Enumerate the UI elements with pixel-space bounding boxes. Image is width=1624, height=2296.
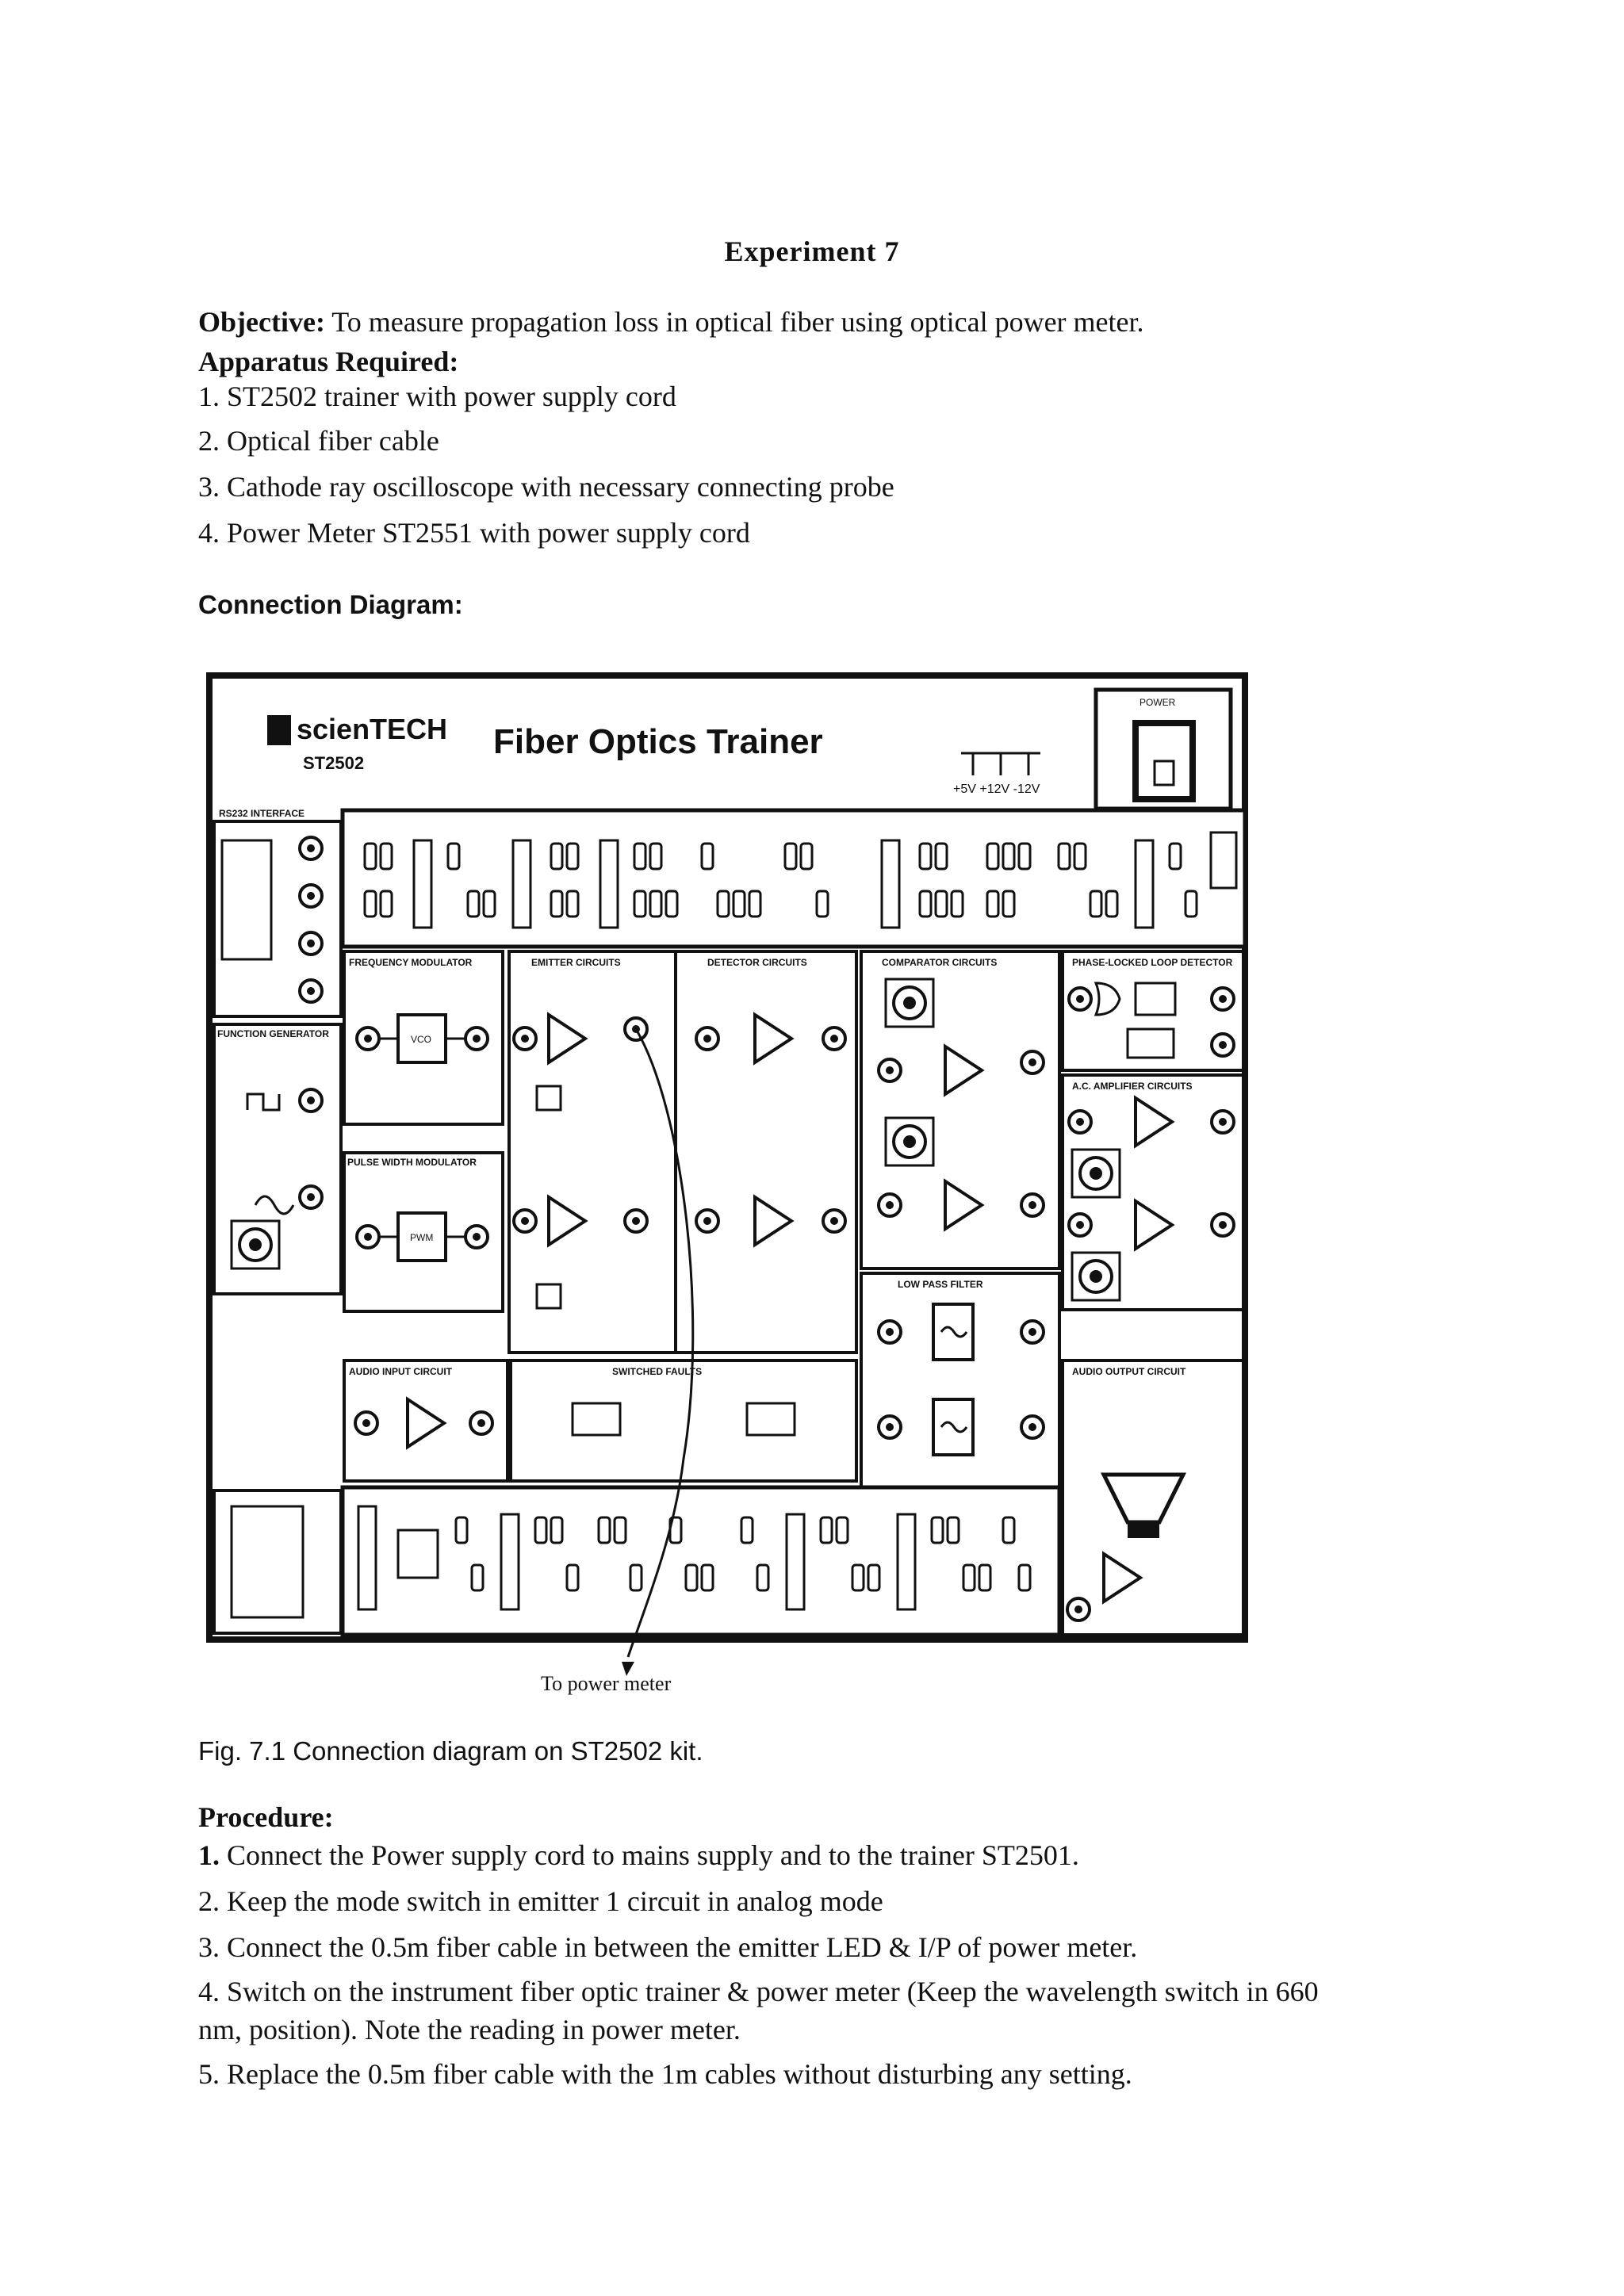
connection-diagram-heading: Connection Diagram:	[198, 590, 463, 619]
emitter-circuits-label: EMITTER CIRCUITS	[531, 957, 621, 968]
procedure-step: 4. Switch on the instrument fiber optic trainer & power meter (Keep the wavelength switch in 660	[198, 1976, 1319, 2007]
apparatus-item: 1. ST2502 trainer with power supply cord	[198, 381, 676, 412]
model-label: ST2502	[303, 753, 365, 773]
diagram-title: Fiber Optics Trainer	[493, 722, 823, 761]
brand-label: scienTECH	[297, 713, 448, 745]
audio-input-label: AUDIO INPUT CIRCUIT	[349, 1366, 452, 1377]
pwm-label: PWM	[410, 1232, 434, 1243]
page-title: Experiment 7	[724, 235, 900, 267]
procedure-step-continuation: nm, position). Note the reading in power meter.	[198, 2014, 741, 2045]
rs232-label: RS232 INTERFACE	[219, 808, 305, 819]
apparatus-item: 4. Power Meter ST2551 with power supply cord	[198, 517, 750, 549]
comparator-circuits-label: COMPARATOR CIRCUITS	[882, 957, 998, 968]
to-power-meter-label: To power meter	[541, 1672, 672, 1695]
switched-faults-label: SWITCHED FAULTS	[612, 1366, 703, 1377]
vco-label: VCO	[411, 1034, 432, 1045]
objective-text: To measure propagation loss in optical fiber using optical power meter.	[324, 306, 1144, 338]
audio-output-label: AUDIO OUTPUT CIRCUIT	[1072, 1366, 1186, 1377]
power-switch	[1096, 690, 1231, 809]
figure-caption: Fig. 7.1 Connection diagram on ST2502 kit.	[198, 1736, 703, 1766]
step-number: 1.	[198, 1839, 220, 1871]
detector-circuits-label: DETECTOR CIRCUITS	[707, 957, 807, 968]
procedure-step: 5. Replace the 0.5m fiber cable with the 1m cables without disturbing any setting.	[198, 2058, 1132, 2090]
frequency-modulator-label: FREQUENCY MODULATOR	[349, 957, 473, 968]
pll-label: PHASE-LOCKED LOOP DETECTOR	[1072, 957, 1233, 968]
low-pass-filter-label: LOW PASS FILTER	[898, 1279, 983, 1290]
procedure-step: 2. Keep the mode switch in emitter 1 circuit in analog mode	[198, 1885, 883, 1917]
pwm-block-label: PULSE WIDTH MODULATOR	[347, 1157, 477, 1168]
apparatus-item: 3. Cathode ray oscilloscope with necessary connecting probe	[198, 471, 894, 503]
objective-line	[198, 304, 1144, 339]
step-text: Connect the Power supply cord to mains supply and to the trainer ST2501.	[220, 1839, 1079, 1871]
function-generator-label: FUNCTION GENERATOR	[217, 1028, 329, 1039]
trainer-diagram	[200, 666, 1254, 1697]
procedure-step	[198, 1838, 1079, 1873]
objective-label: Objective:	[198, 306, 325, 338]
apparatus-heading: Apparatus Required:	[198, 346, 459, 377]
procedure-heading: Procedure:	[198, 1801, 334, 1833]
supply-labels: +5V +12V -12V	[953, 783, 1040, 796]
power-label: POWER	[1139, 697, 1176, 708]
apparatus-item: 2. Optical fiber cable	[198, 425, 439, 457]
ac-amplifier-label: A.C. AMPLIFIER CIRCUITS	[1072, 1081, 1193, 1092]
procedure-step: 3. Connect the 0.5m fiber cable in between the emitter LED & I/P of power meter.	[198, 1931, 1138, 1963]
